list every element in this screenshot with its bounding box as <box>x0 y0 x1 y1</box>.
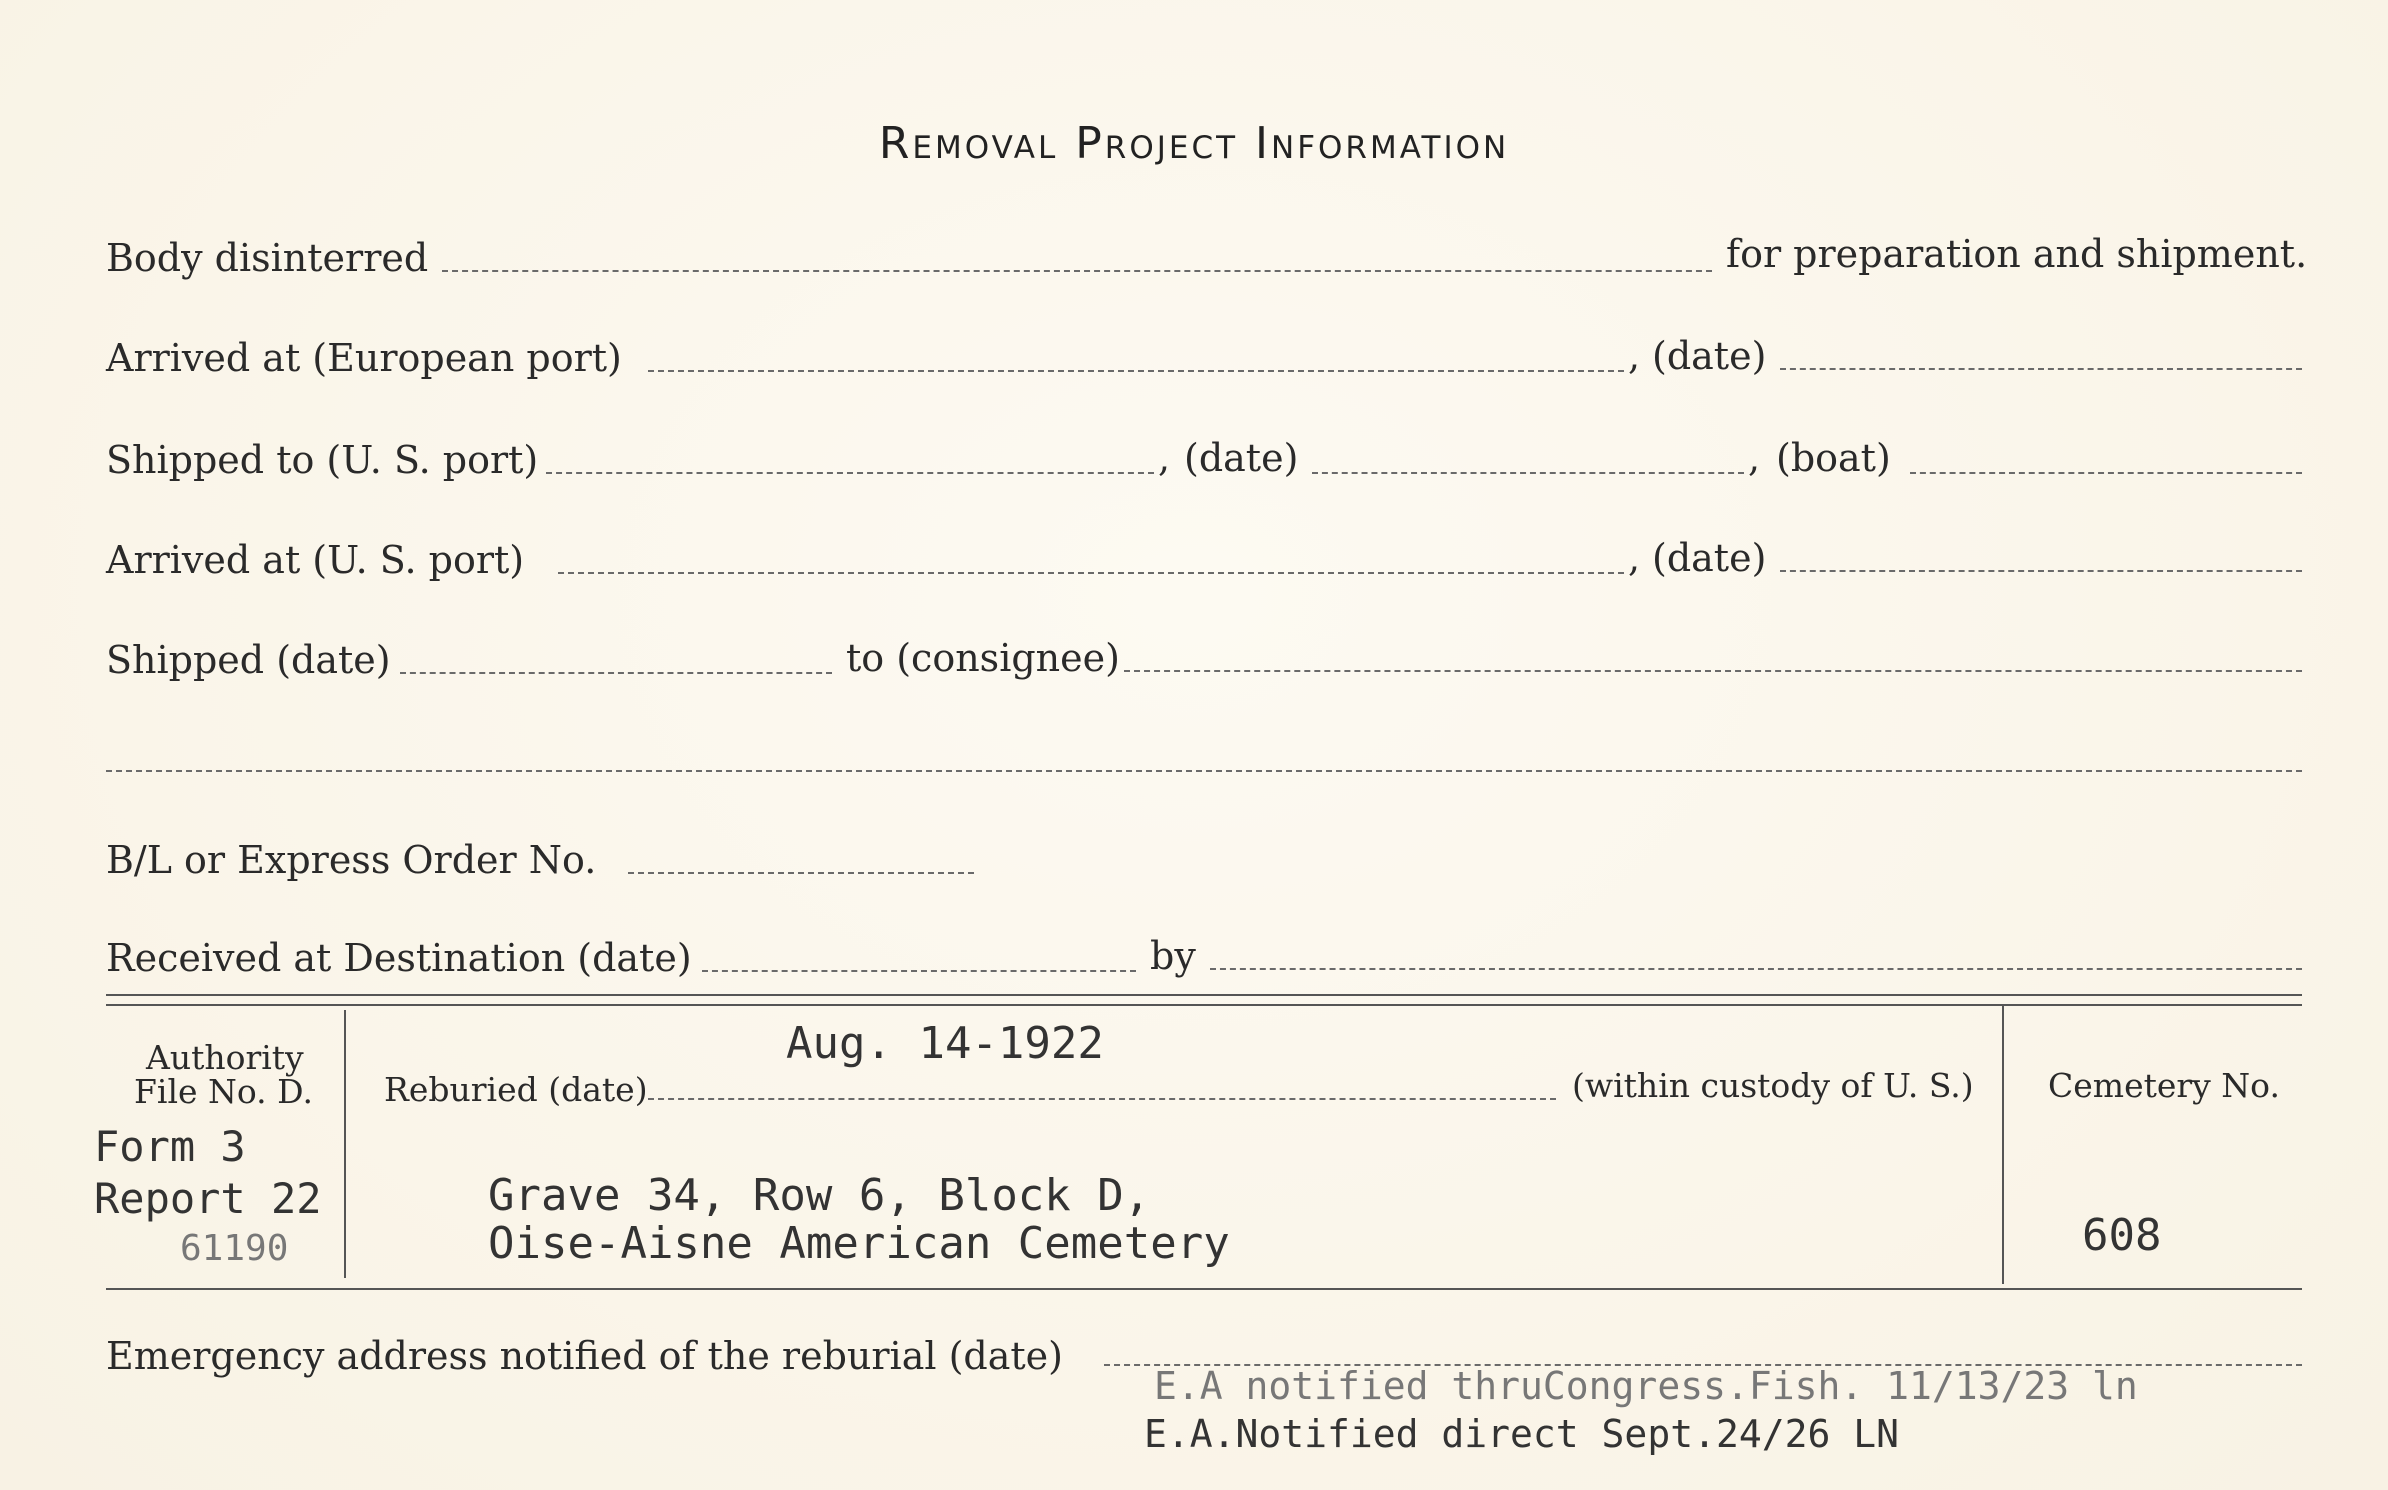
arrived-european-date-line <box>1780 368 2302 370</box>
bl-order-label: B/L or Express Order No. <box>106 838 597 882</box>
custody-label: (within custody of U. S.) <box>1572 1066 1974 1105</box>
received-destination-label: Received at Destination (date) <box>106 936 692 980</box>
box-top-rule-1 <box>106 994 2302 996</box>
european-port-line <box>648 370 1624 372</box>
shipped-to-date-line <box>1312 472 1744 474</box>
comma-sep: , <box>1628 334 1641 378</box>
ea-notified-note-1: E.A notified thruCongress.Fish. 11/13/23 ln <box>1154 1364 2138 1408</box>
boat-line <box>1910 472 2302 474</box>
arrived-us-date-label: (date) <box>1652 536 1767 580</box>
cemetery-number-value: 608 <box>2082 1210 2162 1261</box>
box-right-divider <box>2002 1004 2004 1284</box>
shipped-date-label: Shipped (date) <box>106 638 391 682</box>
body-disinterred-line <box>442 270 1712 272</box>
shipped-to-date-label: (date) <box>1184 436 1299 480</box>
received-by-line <box>1210 968 2302 970</box>
box-left-divider <box>344 1010 346 1278</box>
grave-location: Grave 34, Row 6, Block D, <box>488 1170 1151 1221</box>
consignee-label: to (consignee) <box>846 636 1120 680</box>
consignee-line <box>1124 670 2302 672</box>
bl-order-line <box>628 872 974 874</box>
reburied-date-value: Aug. 14-1922 <box>786 1018 1104 1069</box>
shipped-to-us-port-label: Shipped to (U. S. port) <box>106 438 539 482</box>
received-date-line <box>702 970 1136 972</box>
report-number: Report 22 <box>94 1174 322 1223</box>
us-port-line <box>558 572 1624 574</box>
comma-sep: , <box>1628 536 1641 580</box>
reburied-date-label: Reburied (date) <box>384 1070 648 1109</box>
comma-sep: , <box>1158 436 1171 480</box>
by-label: by <box>1150 934 1196 978</box>
file-no-label: File No. D. <box>134 1072 313 1111</box>
emergency-address-label: Emergency address notified of the reburial (date) <box>106 1334 1063 1378</box>
cemetery-name: Oise-Aisne American Cemetery <box>488 1218 1230 1269</box>
reburied-date-line <box>648 1098 1556 1100</box>
arrived-european-date-label: (date) <box>1652 334 1767 378</box>
card-title: Removal Project Information <box>878 118 1510 169</box>
cemetery-no-label: Cemetery No. <box>2048 1066 2280 1105</box>
body-disinterred-label: Body disinterred <box>106 236 429 280</box>
arrived-us-date-line <box>1780 570 2302 572</box>
arrived-us-port-label: Arrived at (U. S. port) <box>106 538 525 582</box>
boat-label: (boat) <box>1776 436 1891 480</box>
shipped-to-port-line <box>546 472 1154 474</box>
comma-sep: , <box>1748 436 1761 480</box>
box-top-rule-2 <box>106 1004 2302 1006</box>
form-number: Form 3 <box>94 1122 246 1171</box>
arrived-european-port-label: Arrived at (European port) <box>106 336 622 380</box>
ea-notified-note-2: E.A.Notified direct Sept.24/26 LN <box>1144 1412 1899 1456</box>
authority-label: Authority <box>146 1038 304 1077</box>
preparation-shipment-label: for preparation and shipment. <box>1726 232 2308 276</box>
file-number: 61190 <box>180 1228 289 1269</box>
box-bottom-rule <box>106 1288 2302 1290</box>
consignee-continuation-line <box>106 770 2302 772</box>
shipped-date-line <box>400 672 832 674</box>
